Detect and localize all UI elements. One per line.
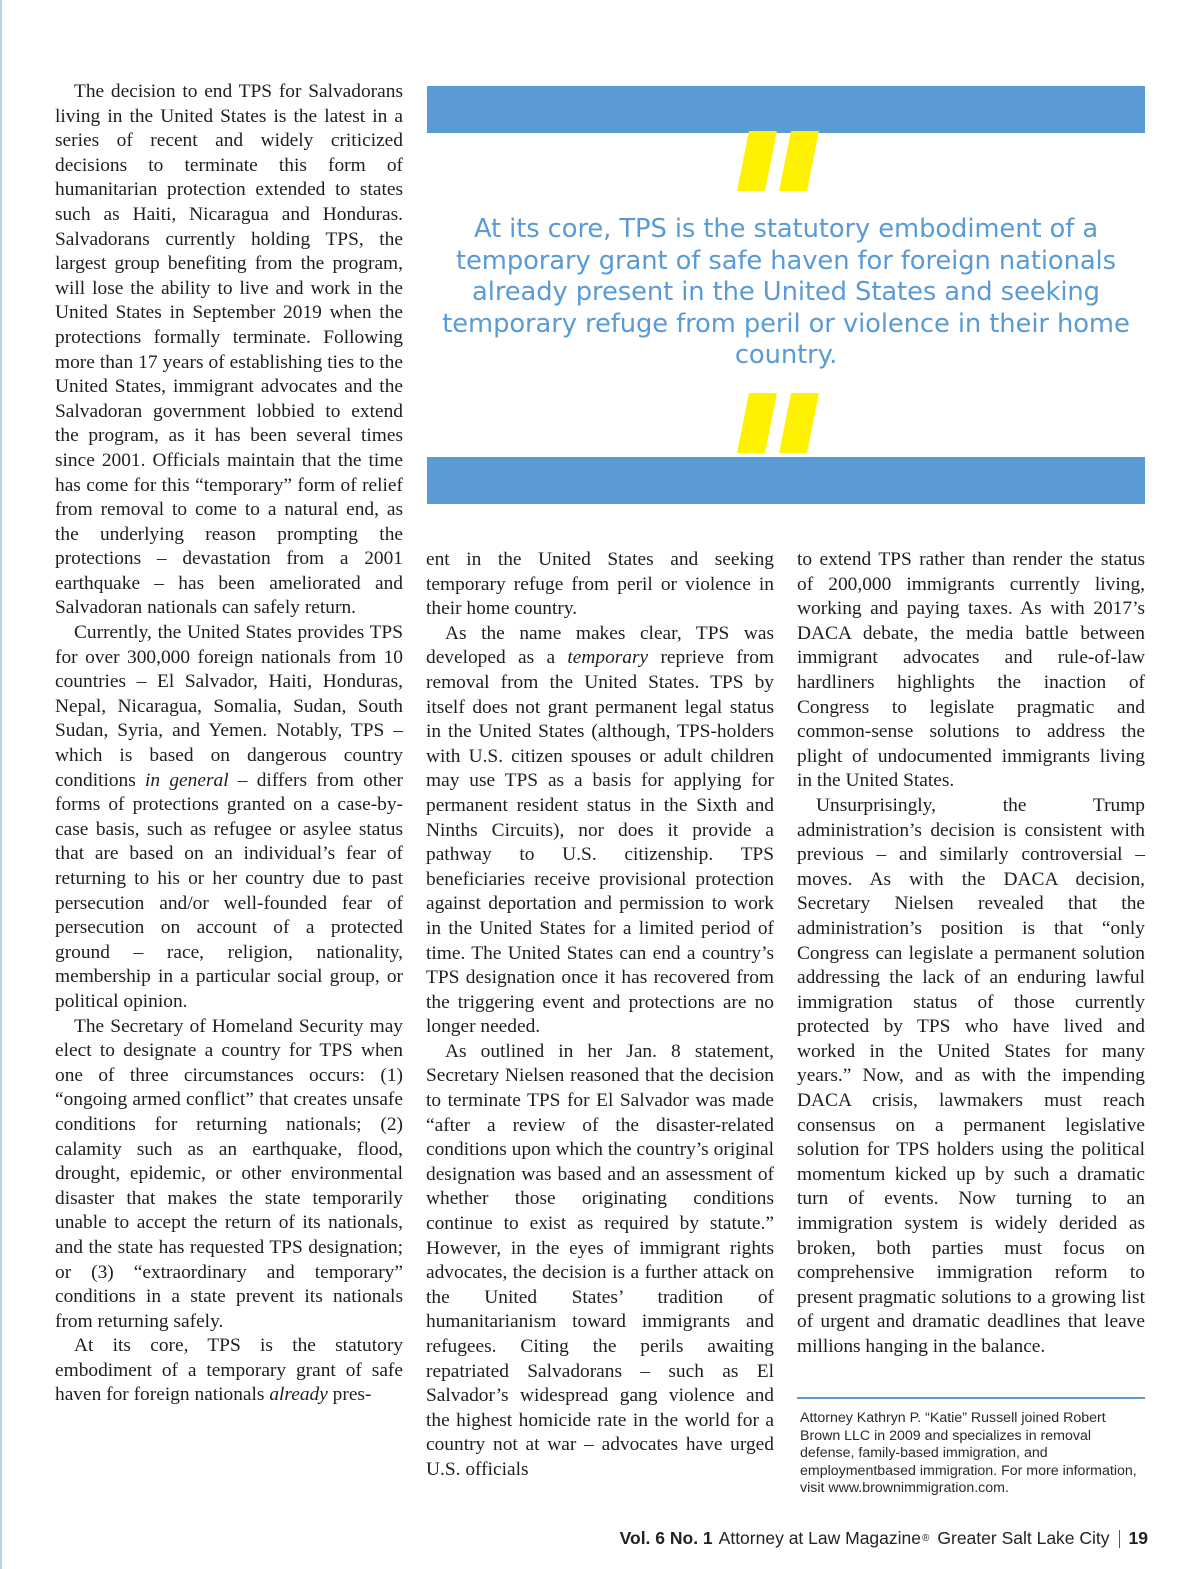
- page-footer: [620, 1528, 1148, 1549]
- paragraph: As outlined in her Jan. 8 statement, Secretary Nielsen reasoned that the decision to terminate TPS for El Salvador was made “after a review of the disaster-related conditions upon which the country’s original designation was based and an assessment of whether those originating conditions continue to exist as required by statute.” However, in the eyes of immigrant rights advocates, the decision is a further attack on the United States’ tradition of humanitarianism toward immigrants and refugees. Citing the perils awaiting repatriated Salvadorans – such as El Salvador’s widespread gang violence and the highest homicide rate in the world for a country not at war – advocates have urged U.S. officials: [426, 1040, 774, 1480]
- article-column-left: [55, 80, 403, 1408]
- paragraph: The decision to end TPS for Salvadorans living in the United States is the latest in a series of recent and widely criticized decisions to terminate this form of humanitarian protection extended to states such as Haiti, Nicaragua and Honduras. Salvadorans currently holding TPS, the largest group benefiting from the program, will lose the ability to live and work in the United States in September 2019 when the protections formally terminate. Following more than 17 years of establishing ties to the United States, immigrant advocates and the Salvadoran government lobbied to extend the program, as it has been several times since 2001. Officials maintain that the time has come for this “temporary” form of relief from removal to come to a natural end, as the underlying reason prompting the protections – devastation from a 2001 earthquake – has been ameliorated and Salvadoran nationals can safely return.: [55, 81, 403, 619]
- pull-quote-bottom-bar: [427, 457, 1145, 504]
- paragraph: ent in the United States and seeking temporary refuge from peril or violence in their home country.: [426, 549, 774, 620]
- footer-volume: Vol. 6 No. 1: [619, 1528, 713, 1548]
- close-quote-icon: [735, 393, 825, 453]
- bio-divider: [797, 1397, 1145, 1399]
- footer-magazine: Attorney at Law Magazine: [718, 1528, 921, 1548]
- article-column-right: [797, 548, 1145, 1360]
- author-bio: Attorney Kathryn P. “Katie” Russell joined Robert Brown LLC in 2009 and specializes in removal defense, family-based immigration, and employmentbased immigration. For more information, visit www.brownimmigration.com.: [800, 1410, 1137, 1497]
- emphasis: temporary: [567, 647, 649, 669]
- pull-quote-text: At its core, TPS is the statutory embodiment of a temporary grant of safe haven for foreign nationals already present in the United States and seeking temporary refuge from peril or violence in their home country.: [442, 214, 1130, 370]
- page-number: 19: [1128, 1528, 1148, 1548]
- paragraph: The Secretary of Homeland Security may elect to designate a country for TPS when one of three circumstances occurs: (1) “ongoing armed conflict” that creates unsafe conditions for returning nationals; (2) calamity such as an earthquake, flood, drought, epidemic, or other environmental disaster that makes the state temporarily unable to accept the return of its nationals, and the state has requested TPS designation; or (3) “extraordinary and temporary” conditions in a state prevent its nationals from returning safely.: [55, 1015, 403, 1332]
- registered-mark: ®: [922, 1533, 930, 1544]
- page-edge-line: [0, 0, 2, 1569]
- emphasis: in general: [145, 769, 229, 791]
- footer-city: Greater Salt Lake City: [937, 1528, 1110, 1548]
- paragraph: Currently, the United States provides TPS for over 300,000 foreign nationals from 10 countries – El Salvador, Haiti, Honduras, Nepal, Nicaragua, Somalia, Sudan, South Sudan, Syria, and Yemen. Notably, TPS – which is based on dangerous country conditions in general – differs from other forms of protections granted on a case-by-case basis, such as refugee or asylee status that are based on an individual’s fear of returning to his or her country due to past persecution and/or well-founded fear of persecution on account of a protected ground – race, religion, nationality, membership in a particular social group, or political opinion.: [55, 622, 403, 1012]
- paragraph: to extend TPS rather than render the status of 200,000 immigrants currently living, working and paying taxes. As with 2017’s DACA debate, the media battle between immigrant advocates and rule-of-law hardliners highlights the inaction of Congress to legislate pragmatic and common-sense solutions to address the plight of undocumented immigrants living in the United States.: [797, 549, 1145, 792]
- article-column-middle: [426, 548, 774, 1483]
- paragraph: At its core, TPS is the statutory embodiment of a temporary grant of safe haven for foreign nationals already pres-: [55, 1335, 403, 1406]
- footer-separator: [1119, 1530, 1120, 1548]
- paragraph: As the name makes clear, TPS was developed as a temporary reprieve from removal from the United States. TPS by itself does not grant permanent legal status in the United States (although, TPS-holders with U.S. citizen spouses or adult children may use TPS as a basis for applying for permanent resident status in the Sixth and Ninths Circuits), nor does it provide a pathway to U.S. citizenship. TPS beneficiaries receive provisional protection against deportation and permission to work in the United States for a limited period of time. The United States can end a country’s TPS designation once it has recovered from the triggering event and protections are no longer needed.: [426, 622, 774, 1038]
- pull-quote-top-bar: [427, 86, 1145, 133]
- open-quote-icon: [735, 131, 825, 191]
- emphasis: already: [269, 1384, 328, 1406]
- paragraph: Unsurprisingly, the Trump administration’s decision is consistent with previous – and similarly controversial – moves. As with the DACA decision, Secretary Nielsen revealed that the administration’s position is that “only Congress can legislate a permanent solution addressing the lack of an enduring lawful immigration status of those currently protected by TPS who have lived and worked in the United States for many years.” Now, and as with the impending DACA crisis, lawmakers must reach consensus on a permanent legislative solution for TPS holders using the political momentum kicked up by such a dramatic turn of events. Now turning to an immigration system is widely derided as broken, both parties must focus on comprehensive immigration reform to present pragmatic solutions to a growing list of urgent and dramatic deadlines that leave millions hanging in the balance.: [797, 794, 1145, 1357]
